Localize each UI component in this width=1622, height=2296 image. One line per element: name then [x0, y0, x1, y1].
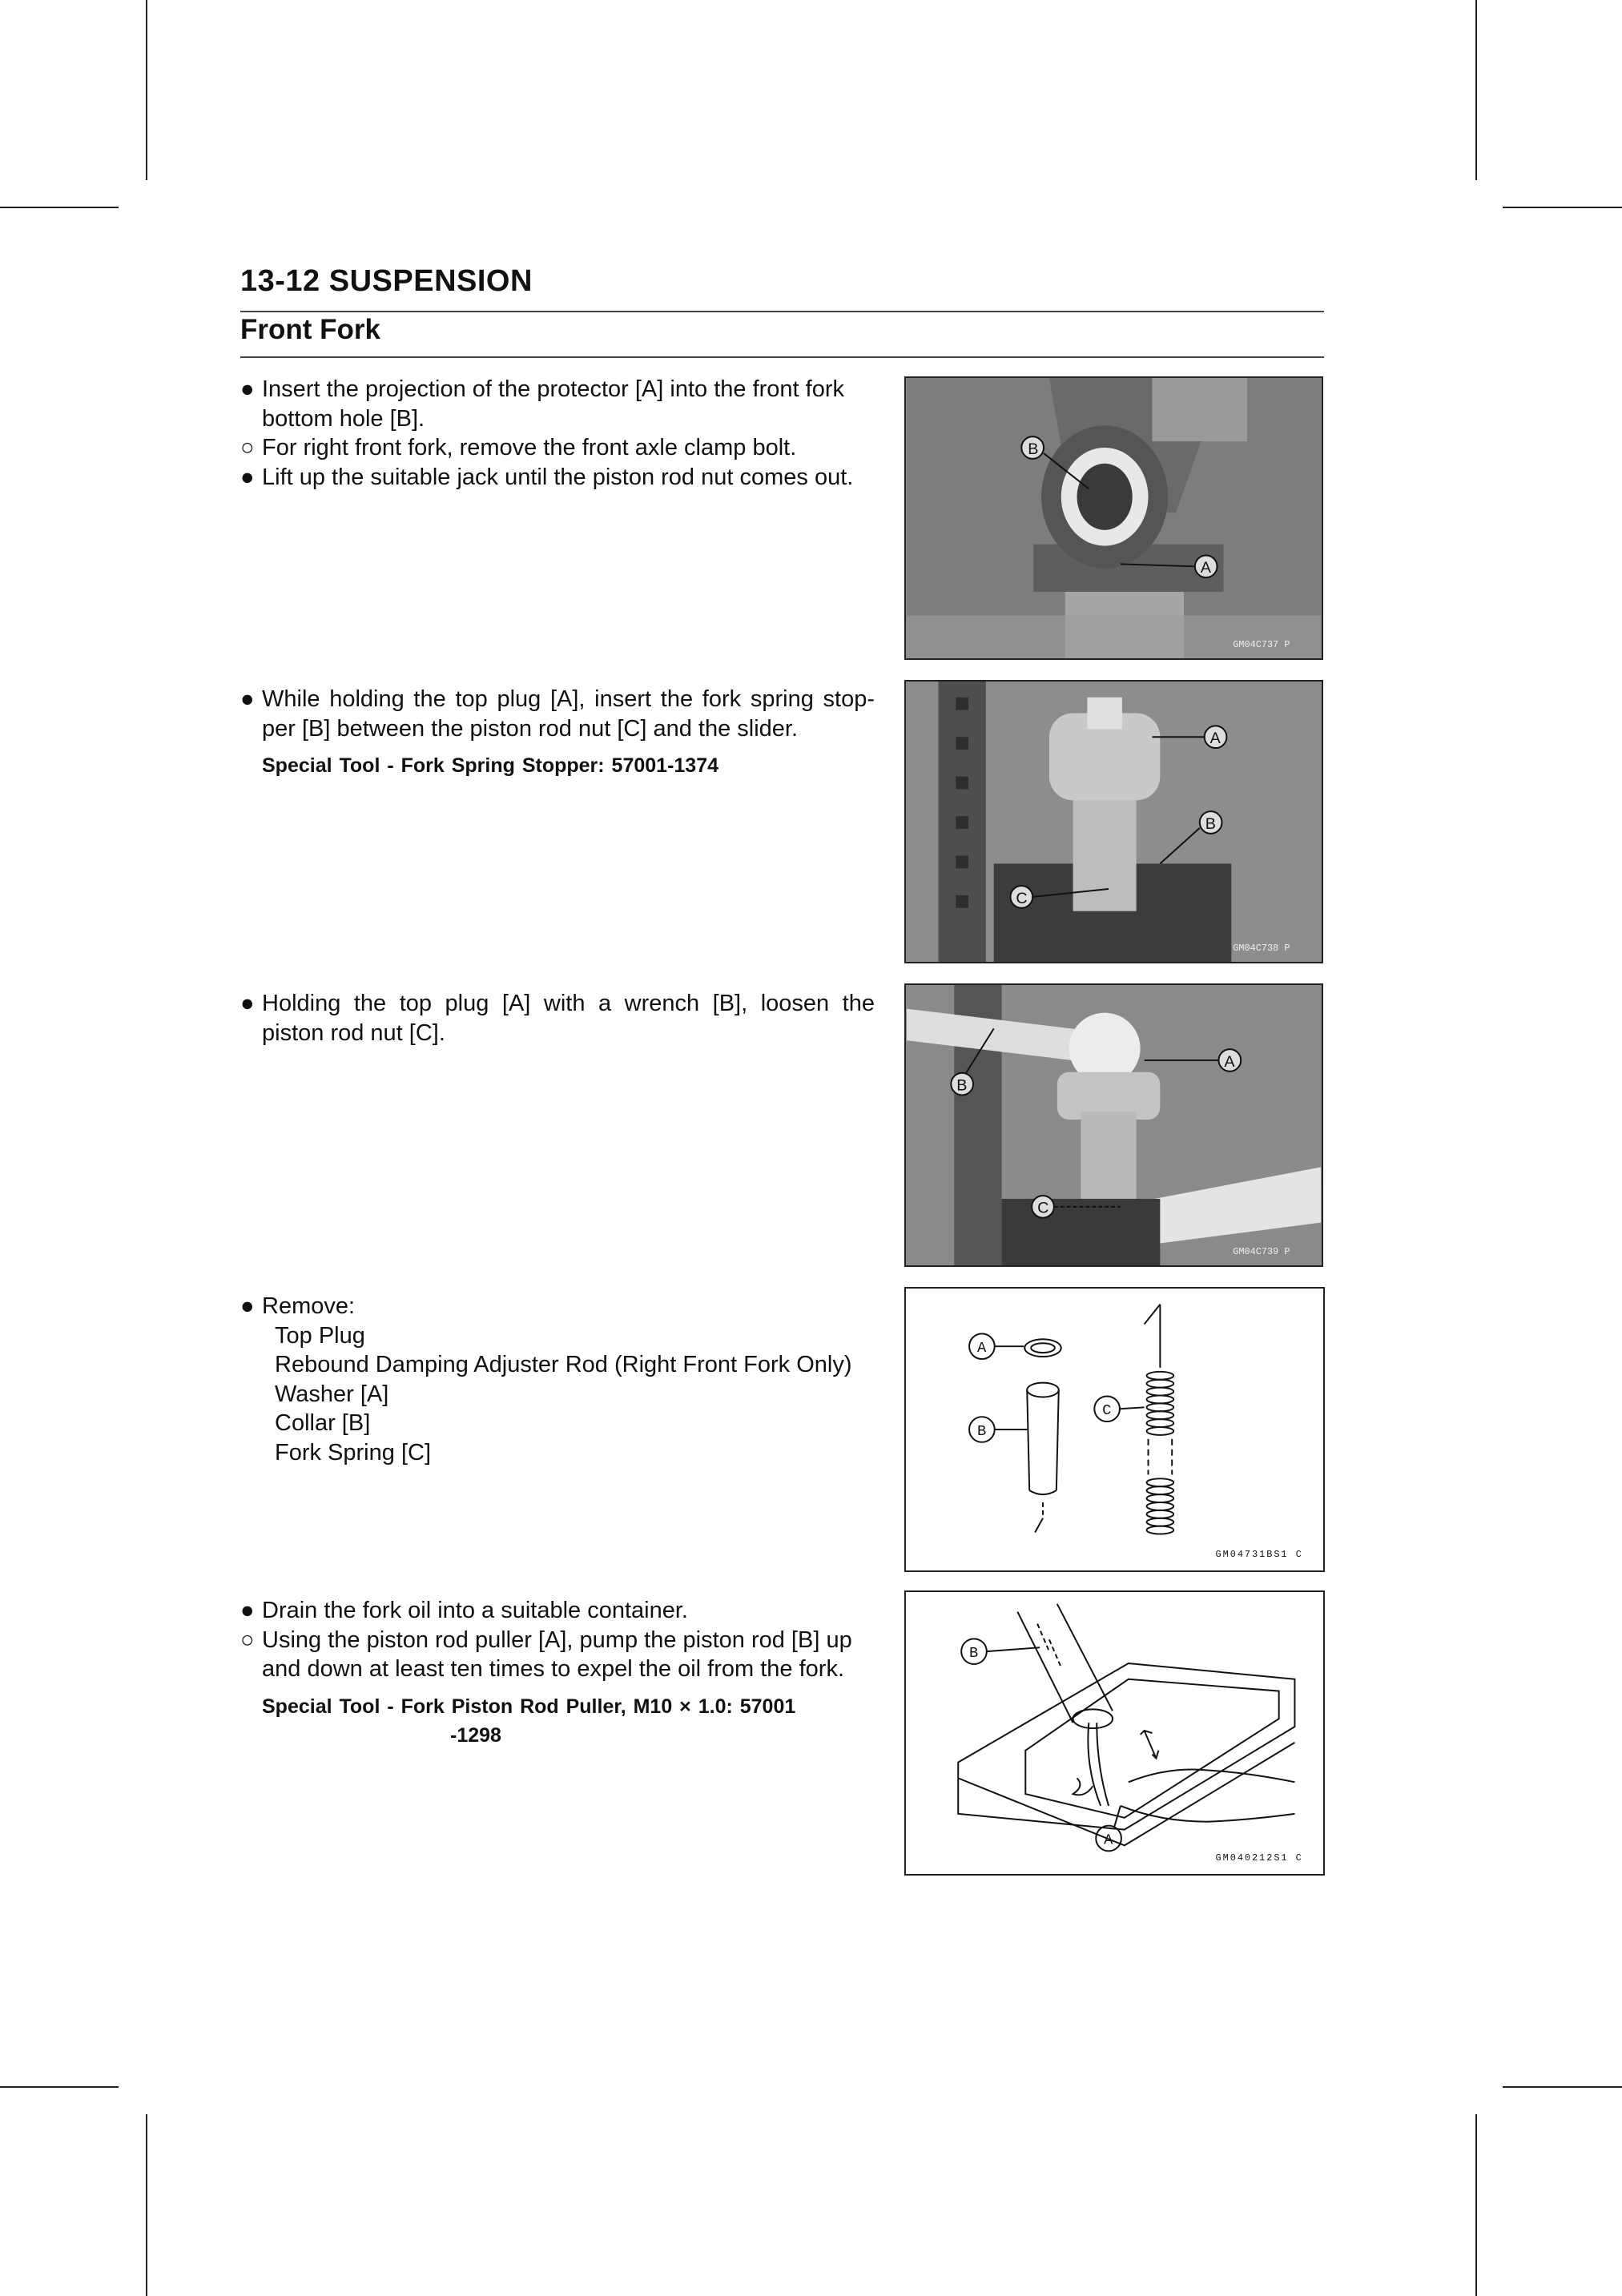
bullet-item: [240, 989, 875, 1047]
bullet-circle: ○: [240, 435, 255, 460]
callout-label: A: [976, 1339, 987, 1357]
callout-label: A: [1200, 559, 1211, 577]
figure-wrench-photo: [904, 983, 1323, 1267]
remove-list-item: Collar [B]: [275, 1410, 371, 1436]
line-drawing: [906, 1289, 1323, 1570]
crop-mark: [1503, 2086, 1622, 2088]
step-2: [240, 685, 875, 781]
step-4: [240, 1292, 875, 1467]
title-rule: [240, 311, 1324, 312]
step-3: [240, 989, 875, 1047]
step-text: While holding the top plug [A], insert the fork spring stop-per [B] between the piston rod nut [C] and the slider.: [262, 686, 875, 742]
crop-mark: [0, 2086, 119, 2088]
callout-label: B: [969, 1644, 979, 1663]
step-text: Lift up the suitable jack until the piston rod nut comes out.: [262, 464, 854, 490]
bullet-dot: ●: [240, 1598, 255, 1623]
bullet-item: [240, 685, 875, 743]
figure-code: GM040212S1 C: [1215, 1852, 1303, 1864]
callout-label: B: [1028, 440, 1039, 458]
figure-drain-drawing: [904, 1590, 1325, 1876]
line-drawing: [906, 1592, 1323, 1874]
callout-label: B: [956, 1076, 968, 1095]
callout-label: C: [1102, 1401, 1112, 1420]
crop-mark: [146, 2114, 147, 2296]
figure-code: GM04C739 P: [1233, 1246, 1290, 1258]
crop-mark: [1475, 2114, 1477, 2296]
figure-code: GM04C737 P: [1233, 639, 1290, 651]
bullet-dot: ●: [240, 1293, 255, 1319]
figure-code: GM04C738 P: [1233, 943, 1290, 955]
callout-label: B: [976, 1421, 987, 1440]
step-5: [240, 1596, 875, 1751]
bullet-circle: ○: [240, 1627, 255, 1653]
figure-parts-drawing: [904, 1287, 1325, 1572]
remove-list-item: Washer [A]: [275, 1381, 389, 1407]
step-text: Insert the projection of the protector [A] into the front fork bottom hole [B].: [262, 376, 844, 432]
step-1: [240, 375, 875, 492]
bullet-item: [240, 1596, 875, 1626]
remove-list-item: Top Plug: [275, 1322, 365, 1349]
crop-mark: [0, 207, 119, 208]
figure-protector-photo: [904, 376, 1323, 660]
bullet-dot: ●: [240, 464, 255, 490]
bullet-item: [240, 463, 875, 493]
callout-label: A: [1104, 1831, 1113, 1849]
figure-stopper-photo: [904, 680, 1323, 963]
photo-illustration: [906, 985, 1322, 1265]
step-text: Using the piston rod puller [A], pump the piston rod [B] up and down at least ten times to expel the oil from the fork.: [262, 1627, 852, 1682]
section-title: Front Fork: [240, 314, 380, 345]
figure-code: GM04731BS1 C: [1215, 1549, 1303, 1561]
bullet-dot: ●: [240, 686, 255, 712]
special-tool-line: -1298: [450, 1724, 501, 1747]
callout-label: B: [1205, 814, 1216, 833]
step-text: For right front fork, remove the front axle clamp bolt.: [262, 435, 797, 460]
remove-list-item: Fork Spring [C]: [275, 1439, 431, 1466]
page-title: 13-12 SUSPENSION: [240, 264, 533, 298]
section-rule: [240, 356, 1324, 358]
special-tool-line: Special Tool - Fork Piston Rod Puller, M10 × 1.0: 57001: [262, 1695, 796, 1718]
bullet-dot: ●: [240, 991, 255, 1016]
bullet-item: [240, 1292, 875, 1321]
callout-label: C: [1016, 889, 1028, 907]
photo-illustration: [906, 682, 1322, 962]
crop-mark: [1475, 0, 1477, 180]
sub-bullet-item: [240, 433, 875, 463]
step-text: Holding the top plug [A] with a wrench [B], loosen the piston rod nut [C].: [262, 991, 875, 1046]
remove-list-item: Rebound Damping Adjuster Rod (Right Front Fork Only): [275, 1352, 852, 1377]
step-text: Drain the fork oil into a suitable container.: [262, 1598, 688, 1623]
special-tool: Special Tool - Fork Spring Stopper: 57001-1374: [262, 754, 719, 777]
callout-label: A: [1224, 1052, 1235, 1071]
bullet-dot: ●: [240, 376, 255, 402]
callout-label: C: [1037, 1199, 1049, 1217]
crop-mark: [1503, 207, 1622, 208]
photo-illustration: [906, 378, 1322, 658]
special-tool: [240, 1692, 875, 1751]
crop-mark: [146, 0, 147, 180]
bullet-item: [240, 375, 875, 433]
callout-label: A: [1209, 730, 1221, 748]
step-text: Remove:: [262, 1293, 356, 1319]
sub-bullet-item: [240, 1626, 875, 1684]
